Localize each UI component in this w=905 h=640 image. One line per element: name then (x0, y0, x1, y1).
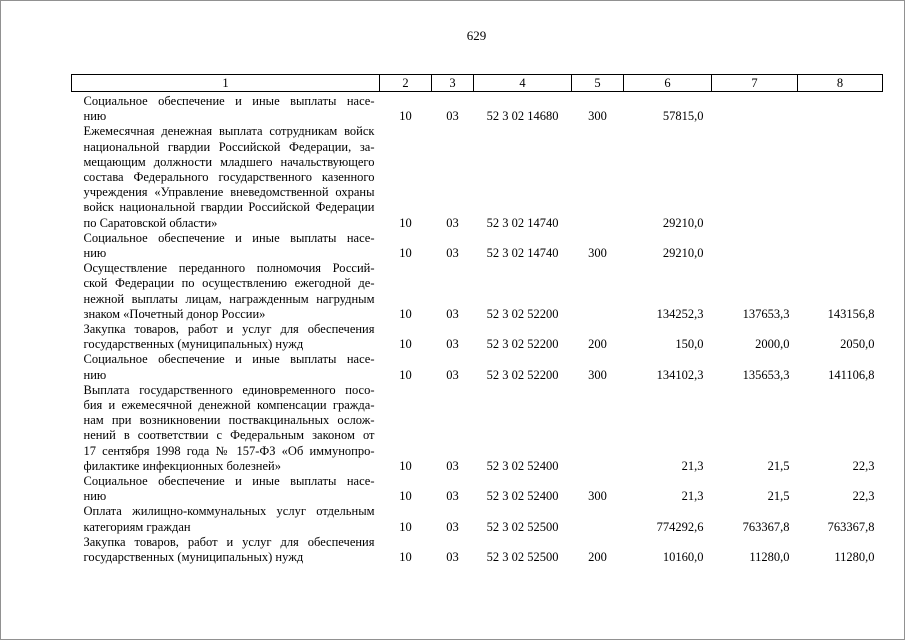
budget-table (71, 74, 883, 565)
amount-cell: 29210,0 (662, 215, 704, 230)
amount-cell: 763367,8 (827, 519, 875, 534)
code-cell: 10 (399, 306, 412, 321)
description-line: Социальное обеспечение и иные выплаты насе- (83, 352, 375, 367)
code-cell (572, 124, 624, 230)
table-body (72, 92, 883, 566)
amount-cell (798, 92, 883, 125)
amount-cell: 135653,3 (742, 367, 790, 382)
code-cell: 10 (399, 109, 412, 124)
amount-cell: 763367,8 (742, 519, 790, 534)
description-line: нам при возникновении поствакцинальных ослож- (83, 413, 375, 428)
description-line: учреждения «Управление вневедомственной охраны (83, 185, 375, 200)
code-cell: 10 (399, 215, 412, 230)
column-header: 2 (380, 75, 432, 92)
description-line: состава Федерального государственного казенного (83, 170, 375, 185)
amount-cell: 21,5 (767, 489, 790, 504)
table-row (72, 383, 883, 474)
description-line: мещающим должности младшего начальствующего (83, 154, 375, 169)
description-line: по Саратовской области» (83, 215, 218, 230)
code-cell (572, 383, 624, 474)
table-row (72, 474, 883, 504)
code-cell (572, 261, 624, 322)
code-cell: 200 (588, 337, 607, 352)
description-cell (72, 474, 380, 504)
amount-cell: 21,3 (681, 489, 704, 504)
amount-cell (798, 124, 883, 230)
code-cell: 52 3 02 52400 (486, 458, 559, 473)
code-cell: 03 (446, 519, 459, 534)
description-line: Осуществление переданного полномочия Россий- (83, 261, 375, 276)
column-header: 7 (712, 75, 798, 92)
amount-cell: 134252,3 (656, 306, 704, 321)
description-line: национальной гвардии Российской Федерации, за- (83, 139, 375, 154)
code-cell: 03 (446, 246, 459, 261)
amount-cell: 2000,0 (755, 337, 790, 352)
column-header: 3 (432, 75, 474, 92)
amount-cell: 21,3 (681, 458, 704, 473)
code-cell: 03 (446, 458, 459, 473)
amount-cell: 774292,6 (656, 519, 704, 534)
table-row (72, 92, 883, 125)
table-row (72, 231, 883, 261)
code-cell: 10 (399, 550, 412, 565)
code-cell: 03 (446, 367, 459, 382)
description-cell (72, 352, 380, 382)
code-cell: 10 (399, 337, 412, 352)
code-cell: 10 (399, 458, 412, 473)
code-cell: 03 (446, 306, 459, 321)
description-cell (72, 535, 380, 565)
code-cell: 52 3 02 52400 (486, 489, 559, 504)
amount-cell (712, 231, 798, 261)
amount-cell (712, 92, 798, 125)
description-line: Ежемесячная денежная выплата сотрудникам войск (83, 124, 375, 139)
table-row (72, 535, 883, 565)
description-line: нений в соответствии с Федеральным законом от (83, 428, 375, 443)
column-header: 5 (572, 75, 624, 92)
amount-cell: 134102,3 (656, 367, 704, 382)
description-line: Закупка товаров, работ и услуг для обеспечения (83, 534, 375, 549)
code-cell: 300 (588, 109, 607, 124)
code-cell: 03 (446, 337, 459, 352)
column-header: 4 (474, 75, 572, 92)
amount-cell: 21,5 (767, 458, 790, 473)
code-cell: 52 3 02 14680 (486, 109, 559, 124)
amount-cell: 2050,0 (840, 337, 875, 352)
description-line: нию (83, 367, 107, 382)
description-line: категориям граждан (83, 519, 191, 534)
description-line: Социальное обеспечение и иные выплаты насе- (83, 94, 375, 108)
amount-cell: 29210,0 (662, 246, 704, 261)
code-cell: 52 3 02 52500 (486, 550, 559, 565)
code-cell: 52 3 02 14740 (486, 215, 559, 230)
description-line: Оплата жилищно-коммунальных услуг отдельным (83, 504, 375, 519)
table-header-row (72, 75, 883, 92)
description-line: государственных (муниципальных) нужд (83, 550, 304, 565)
description-line: войск национальной гвардии Российской Федерации (83, 200, 375, 215)
description-line: государственных (муниципальных) нужд (83, 337, 304, 352)
code-cell: 300 (588, 489, 607, 504)
code-cell: 52 3 02 52200 (486, 306, 559, 321)
code-cell: 10 (399, 519, 412, 534)
description-line: ской Федерации по осуществлению ежегодной де- (83, 276, 375, 291)
description-line: знаком «Почетный донор России» (83, 306, 266, 321)
description-line: нежной выплаты лицам, награжденным нагрудным (83, 291, 375, 306)
description-cell (72, 231, 380, 261)
description-line: бия и ежемесячной денежной компенсации гражда- (83, 398, 375, 413)
column-header: 6 (624, 75, 712, 92)
code-cell: 300 (588, 246, 607, 261)
amount-cell (798, 231, 883, 261)
description-line: нию (83, 489, 107, 504)
table-row (72, 261, 883, 322)
code-cell: 52 3 02 52200 (486, 367, 559, 382)
description-line: нию (83, 109, 107, 124)
code-cell (572, 504, 624, 534)
amount-cell: 22,3 (852, 458, 875, 473)
description-cell (72, 504, 380, 534)
amount-cell: 11280,0 (749, 550, 790, 565)
column-header: 1 (72, 75, 380, 92)
column-header: 8 (798, 75, 883, 92)
description-line: Выплата государственного единовременного посо- (83, 382, 375, 397)
description-line: Социальное обеспечение и иные выплаты насе- (83, 230, 375, 245)
code-cell: 03 (446, 215, 459, 230)
code-cell: 03 (446, 550, 459, 565)
amount-cell: 57815,0 (662, 109, 704, 124)
description-cell (72, 92, 380, 125)
code-cell: 10 (399, 246, 412, 261)
description-line: Социальное обеспечение и иные выплаты насе- (83, 474, 375, 489)
code-cell: 03 (446, 489, 459, 504)
description-line: филактике инфекционных болезней» (83, 458, 281, 473)
amount-cell: 150,0 (675, 337, 704, 352)
amount-cell: 22,3 (852, 489, 875, 504)
amount-cell: 11280,0 (834, 550, 875, 565)
code-cell: 10 (399, 489, 412, 504)
code-cell: 03 (446, 109, 459, 124)
page-number: 629 (466, 28, 487, 43)
code-cell: 52 3 02 52200 (486, 337, 559, 352)
table-row (72, 124, 883, 230)
amount-cell (712, 124, 798, 230)
description-cell (72, 383, 380, 474)
code-cell: 10 (399, 367, 412, 382)
amount-cell: 143156,8 (827, 306, 875, 321)
code-cell: 300 (588, 367, 607, 382)
description-cell (72, 124, 380, 230)
description-line: 17 сентября 1998 года № 157-ФЗ «Об иммунопро- (83, 443, 375, 458)
code-cell: 52 3 02 14740 (486, 246, 559, 261)
description-line: нию (83, 246, 107, 261)
code-cell: 200 (588, 550, 607, 565)
table-row (72, 504, 883, 534)
amount-cell: 10160,0 (662, 550, 704, 565)
description-cell (72, 322, 380, 352)
description-line: Закупка товаров, работ и услуг для обеспечения (83, 322, 375, 337)
table-row (72, 352, 883, 382)
code-cell: 52 3 02 52500 (486, 519, 559, 534)
amount-cell: 141106,8 (828, 367, 875, 382)
description-cell (72, 261, 380, 322)
amount-cell: 137653,3 (742, 306, 790, 321)
table-row (72, 322, 883, 352)
